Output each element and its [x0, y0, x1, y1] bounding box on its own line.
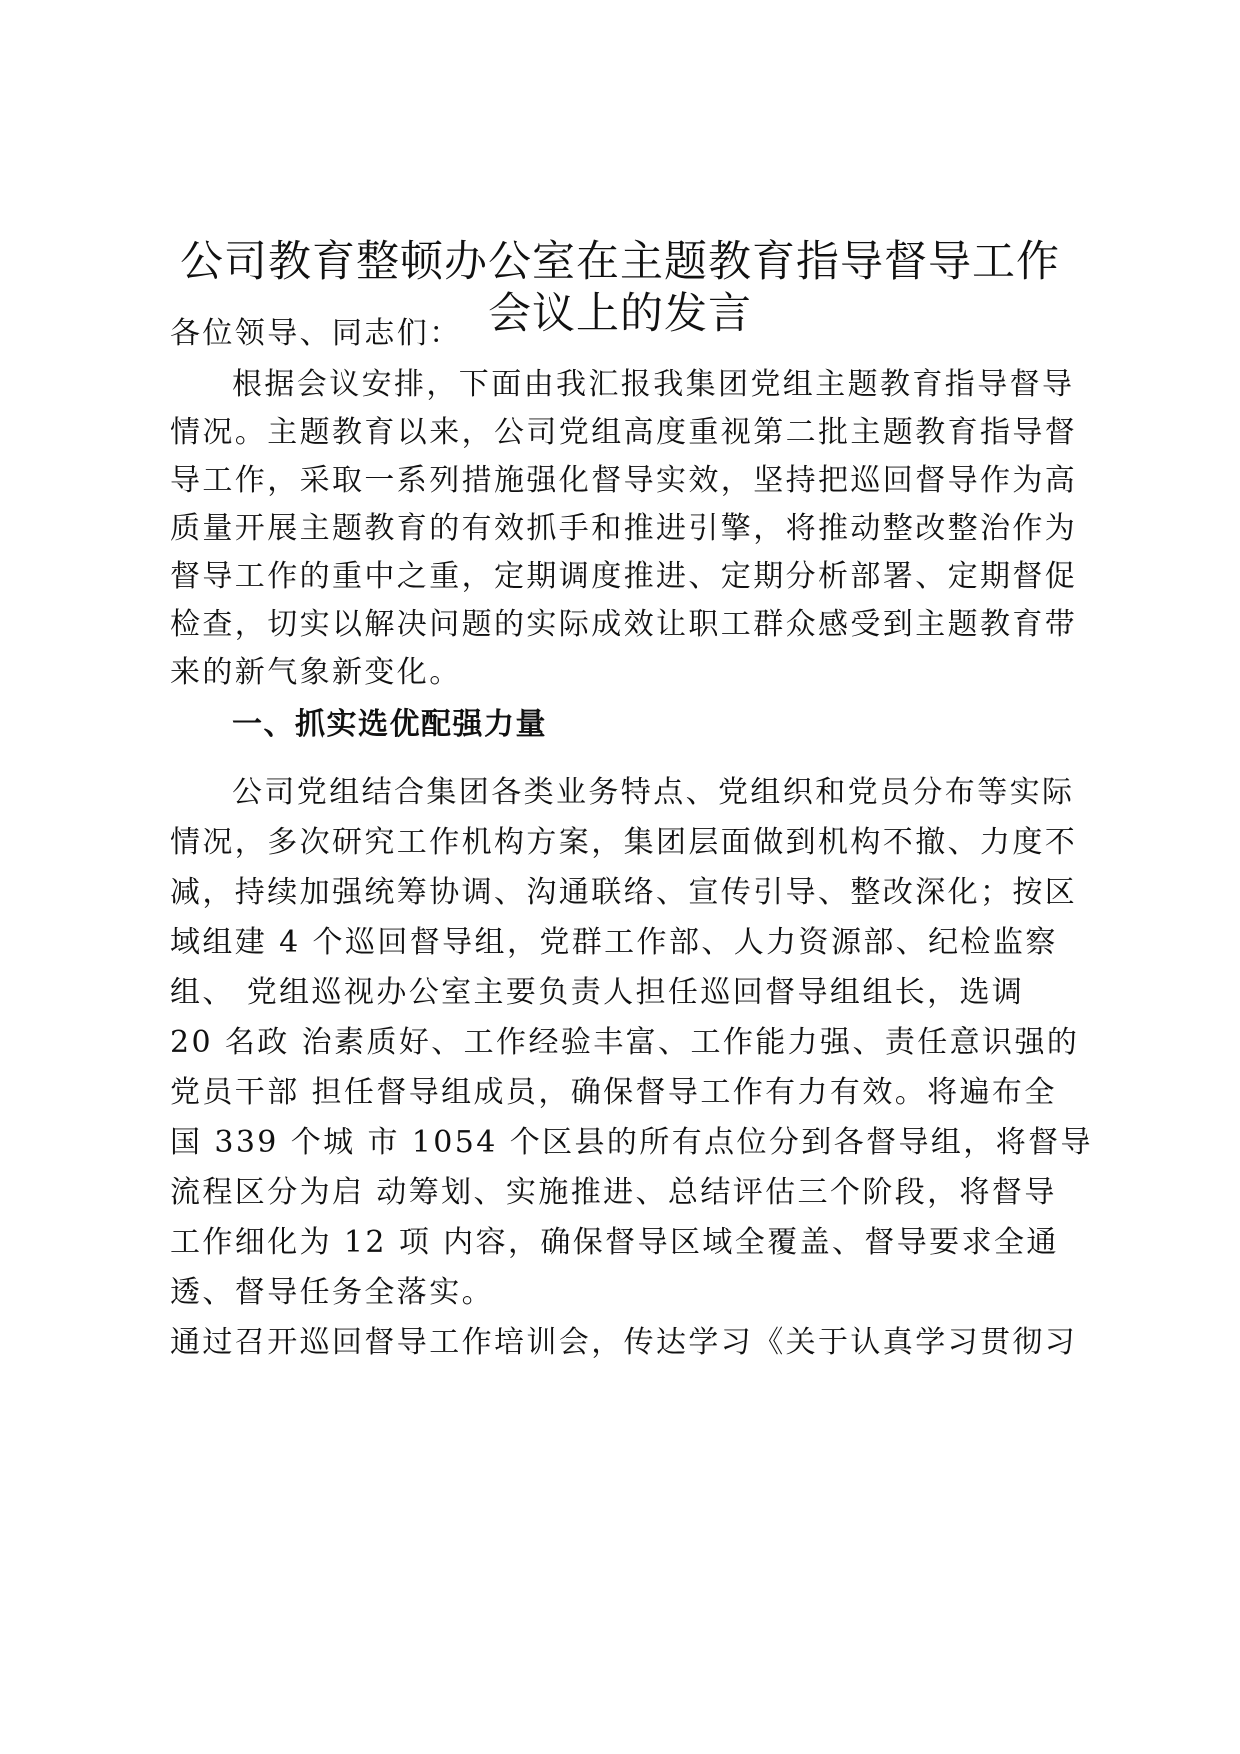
salutation: 各位领导、同志们：	[170, 316, 462, 351]
para3-line-1: 通过召开巡回督导工作培训会，传达学习《关于认真学习贯彻习	[170, 1325, 1078, 1360]
document-title-line-1: 公司教育整顿办公室在主题教育指导督导工作	[180, 237, 1060, 287]
para2-line-6: 20 名政 治素质好、工作经验丰富、工作能力强、责任意识强的	[170, 1025, 1080, 1060]
para2-line-5: 组、 党组巡视办公室主要负责人担任巡回督导组组长，选调	[170, 975, 1025, 1010]
section-heading-1: 一、抓实选优配强力量	[232, 707, 547, 742]
para1-line-6: 检查，切实以解决问题的实际成效让职工群众感受到主题教育带	[170, 607, 1078, 642]
para1-line-4: 质量开展主题教育的有效抓手和推进引擎，将推动整改整治作为	[170, 511, 1078, 546]
para2-line-3: 减，持续加强统筹协调、沟通联络、宣传引导、整改深化；按区	[170, 875, 1078, 910]
para2-line-8: 国 339 个城 市 1054 个区县的所有点位分到各督导组，将督导	[170, 1125, 1093, 1160]
para2-line-2: 情况，多次研究工作机构方案，集团层面做到机构不撤、力度不	[170, 825, 1078, 860]
para2-line-7: 党员干部 担任督导组成员，确保督导工作有力有效。将遍布全	[170, 1075, 1057, 1110]
para2-line-11: 透、督导任务全落实。	[170, 1275, 494, 1310]
para2-line-4: 域组建 4 个巡回督导组，党群工作部、人力资源部、纪检监察	[170, 925, 1058, 960]
para1-line-3: 导工作，采取一系列措施强化督导实效，坚持把巡回督导作为高	[170, 463, 1078, 498]
para2-line-1: 公司党组结合集团各类业务特点、党组织和党员分布等实际	[232, 775, 1075, 810]
para2-line-10: 工作细化为 12 项 内容，确保督导区域全覆盖、督导要求全通	[170, 1225, 1059, 1260]
document-title-line-2: 会议上的发言	[488, 289, 752, 339]
para1-line-5: 督导工作的重中之重，定期调度推进、定期分析部署、定期督促	[170, 559, 1078, 594]
para1-line-7: 来的新气象新变化。	[170, 655, 462, 690]
para1-line-1: 根据会议安排，下面由我汇报我集团党组主题教育指导督导	[232, 367, 1075, 402]
para1-line-2: 情况。主题教育以来，公司党组高度重视第二批主题教育指导督	[170, 415, 1078, 450]
para2-line-9: 流程区分为启 动筹划、实施推进、总结评估三个阶段，将督导	[170, 1175, 1057, 1210]
